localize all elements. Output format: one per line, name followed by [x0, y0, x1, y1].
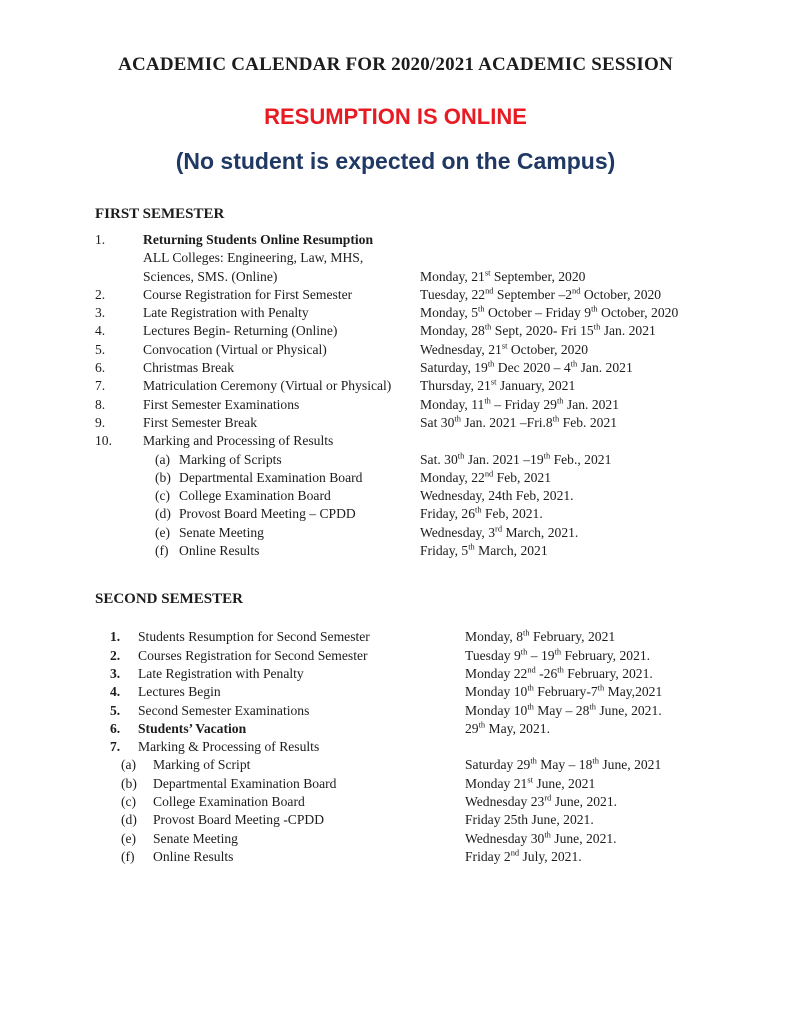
row-date: Tuesday 9th – 19th February, 2021.	[465, 646, 651, 663]
calendar-row	[95, 359, 736, 377]
row-date: Monday, 8th February, 2021	[465, 627, 616, 645]
calendar-row	[95, 487, 736, 505]
row-label: Departmental Examination Board	[153, 775, 337, 791]
row-label: Sciences, SMS. (Online)	[143, 268, 278, 284]
calendar-row	[95, 702, 736, 720]
campus-notice: (No student is expected on the Campus)	[175, 148, 616, 174]
calendar-row	[95, 414, 736, 432]
first-semester-heading: FIRST SEMESTER	[95, 206, 225, 222]
row-date: Monday, 5th October – Friday 9th October, 2020	[420, 303, 679, 321]
calendar-row	[95, 268, 736, 286]
calendar-row	[95, 231, 736, 249]
calendar-row	[95, 830, 736, 848]
row-label: ALL Colleges: Engineering, Law, MHS,	[143, 250, 364, 266]
first-semester-rows	[95, 231, 736, 560]
row-number: 2.	[110, 647, 121, 663]
row-label: Lectures Begin	[138, 684, 221, 700]
row-label: First Semester Examinations	[143, 396, 300, 412]
row-number	[95, 268, 143, 286]
row-number: (f)	[121, 848, 135, 864]
calendar-row	[95, 756, 736, 774]
calendar-row	[95, 249, 736, 267]
row-number: (a)	[155, 451, 171, 467]
row-label: Senate Meeting	[179, 524, 264, 540]
row-number: (e)	[155, 524, 171, 540]
row-number: (d)	[155, 506, 171, 522]
calendar-row	[95, 432, 736, 450]
section-first-semester	[95, 205, 736, 560]
row-number: (d)	[121, 812, 137, 828]
row-number: (b)	[155, 469, 171, 485]
row-label: Marking of Script	[153, 757, 251, 773]
row-label: Matriculation Ceremony (Virtual or Physical)	[143, 378, 392, 394]
row-number: 5.	[110, 702, 121, 718]
row-number: 1.	[95, 232, 106, 247]
row-label: Late Registration with Penalty	[143, 305, 309, 321]
row-date: Friday, 5th March, 2021	[420, 541, 548, 559]
row-date: Monday 10th February-7th May,2021	[465, 682, 663, 700]
calendar-row	[95, 775, 736, 793]
row-number: 3.	[95, 305, 106, 321]
calendar-row	[95, 469, 736, 487]
row-date: Sat 30th Jan. 2021 –Fri.8th Feb. 2021	[420, 413, 618, 430]
calendar-row	[95, 322, 736, 340]
row-date: Wednesday 23rd June, 2021.	[465, 792, 618, 810]
calendar-row	[95, 286, 736, 304]
row-date: Sat. 30th Jan. 2021 –19th Feb., 2021	[420, 450, 612, 467]
calendar-row	[95, 665, 736, 683]
calendar-row	[95, 451, 736, 469]
row-date: 29th May, 2021.	[465, 719, 550, 736]
row-date: Wednesday, 24th Feb, 2021.	[420, 488, 574, 504]
row-number: 7.	[95, 378, 106, 394]
row-label: Provost Board Meeting – CPDD	[179, 506, 356, 522]
row-date: Monday, 28th Sept, 2020- Fri 15th Jan. 2021	[420, 321, 656, 339]
row-label: Online Results	[179, 543, 260, 559]
calendar-row	[95, 628, 736, 646]
row-date: Monday 22nd -26th February, 2021.	[465, 664, 653, 681]
row-date: Thursday, 21st January, 2021	[420, 376, 576, 394]
row-number: 4.	[110, 684, 121, 700]
calendar-row	[95, 793, 736, 811]
row-date: Monday 21st June, 2021	[465, 774, 596, 791]
row-label: College Examination Board	[153, 794, 305, 810]
row-date: Friday 2nd July, 2021.	[465, 847, 582, 864]
calendar-row	[95, 720, 736, 738]
row-number: 5.	[95, 341, 106, 357]
row-label: Second Semester Examinations	[138, 702, 310, 718]
row-number: 2.	[95, 286, 106, 302]
row-number: (b)	[121, 775, 137, 791]
section-second-semester	[95, 590, 736, 866]
row-number: 3.	[110, 665, 121, 681]
row-date: Friday, 26th Feb, 2021.	[420, 504, 543, 522]
row-label: Provost Board Meeting -CPDD	[153, 812, 325, 828]
calendar-row	[95, 524, 736, 542]
row-label: First Semester Break	[143, 414, 258, 430]
calendar-row	[95, 304, 736, 322]
row-number: (c)	[155, 488, 171, 504]
row-date: Wednesday 30th June, 2021.	[465, 829, 617, 846]
row-date: Friday 25th June, 2021.	[465, 812, 594, 828]
row-label: Lectures Begin- Returning (Online)	[143, 323, 338, 339]
calendar-row	[95, 396, 736, 414]
row-date: Tuesday, 22nd September –2nd October, 2020	[420, 285, 662, 302]
row-label: Courses Registration for Second Semester	[138, 647, 368, 663]
row-label: Marking of Scripts	[179, 451, 282, 467]
calendar-row	[95, 542, 736, 560]
row-number: 9.	[95, 414, 106, 430]
row-number: (c)	[121, 794, 137, 810]
row-label: Course Registration for First Semester	[143, 286, 353, 302]
row-date: Monday, 11th – Friday 29th Jan. 2021	[420, 395, 620, 412]
row-date: Saturday 29th May – 18th June, 2021	[465, 755, 662, 773]
row-date: Saturday, 19th Dec 2020 – 4th Jan. 2021	[420, 358, 633, 376]
row-date: Monday, 22nd Feb, 2021	[420, 468, 552, 485]
calendar-row	[95, 505, 736, 523]
row-label: Students’ Vacation	[138, 720, 247, 736]
calendar-row	[95, 647, 736, 665]
row-label: Senate Meeting	[153, 830, 238, 846]
calendar-row	[95, 811, 736, 829]
page-title: ACADEMIC CALENDAR FOR 2020/2021 ACADEMIC SESSION	[118, 54, 673, 75]
row-date: Monday 10th May – 28th June, 2021.	[465, 701, 662, 718]
row-number: (f)	[155, 543, 169, 559]
row-number: 6.	[110, 720, 121, 736]
second-semester-rows	[95, 628, 736, 866]
row-number: 8.	[95, 396, 106, 412]
calendar-row	[95, 738, 736, 756]
calendar-row	[95, 683, 736, 701]
row-label: College Examination Board	[179, 488, 331, 504]
row-label: Marking & Processing of Results	[138, 739, 320, 755]
row-number: (e)	[121, 830, 137, 846]
row-label: Returning Students Online Resumption	[143, 232, 374, 247]
row-date: Monday, 21st September, 2020	[420, 267, 586, 284]
resumption-banner: RESUMPTION IS ONLINE	[264, 104, 527, 129]
row-number	[95, 249, 143, 267]
row-label: Christmas Break	[143, 360, 234, 376]
row-label: Late Registration with Penalty	[138, 665, 304, 681]
row-label: Departmental Examination Board	[179, 469, 363, 485]
row-number: 6.	[95, 360, 106, 376]
row-number: 1.	[110, 629, 121, 645]
row-date: Wednesday, 3rd March, 2021.	[420, 523, 579, 540]
calendar-row	[95, 848, 736, 866]
calendar-row	[95, 377, 736, 395]
row-number: 7.	[110, 739, 121, 755]
row-label: Convocation (Virtual or Physical)	[143, 341, 327, 357]
row-date: Wednesday, 21st October, 2020	[420, 340, 589, 357]
row-label: Students Resumption for Second Semester	[138, 629, 370, 645]
row-number: 10.	[95, 433, 112, 449]
row-number: (a)	[121, 757, 137, 773]
row-label: Marking and Processing of Results	[143, 433, 334, 449]
row-label: Online Results	[153, 848, 234, 864]
calendar-row	[95, 341, 736, 359]
row-number: 4.	[95, 323, 106, 339]
second-semester-heading: SECOND SEMESTER	[95, 591, 243, 608]
